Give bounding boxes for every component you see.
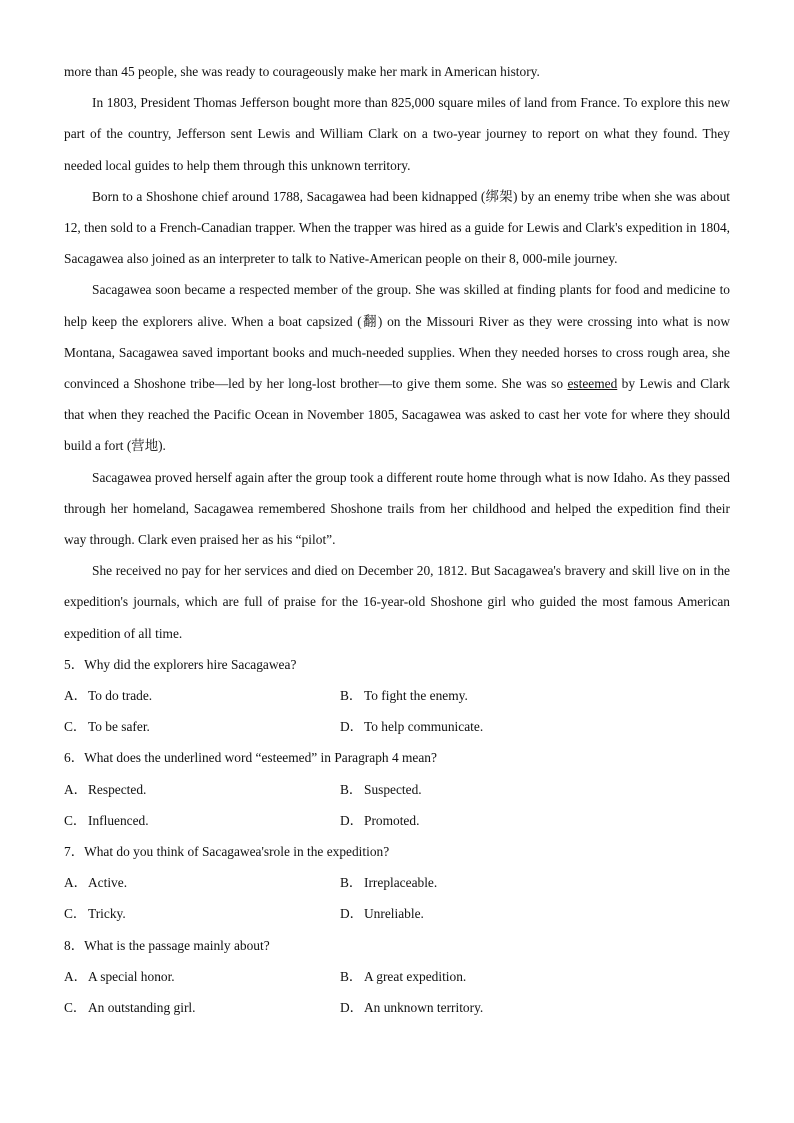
option-text: An unknown territory. [364, 999, 484, 1015]
option-letter: C． [64, 999, 87, 1015]
option-text: Active. [88, 875, 128, 891]
passage-paragraph-4: Sacagawea proved herself again after the group took a different route home through what is now Idaho. As they passed through her homeland, Sacagawea remembered Shoshone trails from her childhood and helped the expedition find their way through. Clark even praised her as his “pilot”. [64, 469, 730, 548]
option-c[interactable] [64, 805, 149, 836]
option-text: To do trade. [88, 688, 153, 704]
option-text: Unreliable. [364, 906, 424, 922]
option-text: Respected. [88, 781, 147, 797]
underlined-word-esteemed: esteemed [567, 376, 618, 392]
option-a[interactable] [64, 774, 146, 805]
question-7 [64, 836, 730, 930]
paragraph-3-text-before: Sacagawea soon became a respected member of the group. She was skilled at finding plants for food and medicine to help keep the explorers alive. When a boat capsized (翻) on the Missouri River as they were crossing into what is now Montana, Sacagawea saved important books and much-needed supplies. When they needed horses to cross rough area, she convinced a Shoshone tribe—led by her long-lost brother—to give them some. She was so [64, 282, 730, 392]
option-letter: D． [340, 812, 364, 828]
option-letter: B． [340, 781, 363, 797]
passage-paragraph-2: Born to a Shoshone chief around 1788, Sacagawea had been kidnapped (绑架) by an enemy tribe when she was about 12, then sold to a French-Canadian trapper. When the trapper was hired as a guide for Lewis and Clark's expedition in 1804, Sacagawea also joined as an interpreter to talk to Native-American people on their 8, 000-mile journey. [64, 188, 730, 267]
option-a[interactable] [64, 867, 127, 898]
option-b[interactable] [340, 961, 466, 992]
option-letter: C． [64, 719, 87, 735]
option-text: An outstanding girl. [88, 999, 196, 1015]
option-row [64, 774, 730, 805]
option-text: Suspected. [364, 781, 422, 797]
option-text: Tricky. [88, 906, 126, 922]
option-letter: C． [64, 812, 87, 828]
option-row [64, 961, 730, 992]
document-page [64, 56, 730, 1023]
option-row [64, 680, 730, 711]
option-b[interactable] [340, 680, 468, 711]
option-d[interactable] [340, 805, 419, 836]
option-letter: D． [340, 719, 364, 735]
passage-paragraph-5: She received no pay for her services and died on December 20, 1812. But Sacagawea's bravery and skill live on in the expedition's journals, which are full of praise for the 16-year-old Shoshone girl who guided the most famous American expedition of all time. [64, 563, 730, 641]
question-stem: 5．Why did the explorers hire Sacagawea? [64, 656, 297, 672]
option-row [64, 805, 730, 836]
option-letter: A． [64, 875, 88, 891]
option-letter: B． [340, 875, 363, 891]
option-letter: A． [64, 968, 88, 984]
option-b[interactable] [340, 867, 437, 898]
option-text: To fight the enemy. [364, 688, 468, 704]
question-6 [64, 742, 730, 836]
option-row [64, 867, 730, 898]
option-text: Promoted. [364, 812, 420, 828]
option-text: To be safer. [88, 719, 150, 735]
paragraph-3-text-after: by Lewis and Clark that when they reached the Pacific Ocean in November 1805, Sacagawea was asked to cast her vote for where they should build a fort (营地). [64, 376, 730, 454]
question-stem: 6．What does the underlined word “esteemed” in Paragraph 4 mean? [64, 750, 437, 766]
option-letter: A． [64, 781, 88, 797]
option-row [64, 711, 730, 742]
option-text: A great expedition. [364, 968, 467, 984]
passage-paragraph-continued: more than 45 people, she was ready to courageously make her mark in American history. [64, 64, 540, 79]
option-letter: D． [340, 999, 364, 1015]
option-text: Influenced. [88, 812, 149, 828]
option-c[interactable] [64, 711, 150, 742]
option-letter: A． [64, 688, 88, 704]
question-5 [64, 649, 730, 743]
option-letter: C． [64, 906, 87, 922]
option-d[interactable] [340, 992, 483, 1023]
option-letter: B． [340, 688, 363, 704]
option-a[interactable] [64, 961, 175, 992]
option-d[interactable] [340, 711, 483, 742]
option-b[interactable] [340, 774, 422, 805]
option-row [64, 992, 730, 1023]
passage-paragraph-3 [64, 274, 730, 461]
option-letter: D． [340, 906, 364, 922]
question-stem: 8．What is the passage mainly about? [64, 937, 270, 953]
option-a[interactable] [64, 680, 152, 711]
option-text: Irreplaceable. [364, 875, 438, 891]
option-text: A special honor. [88, 968, 175, 984]
option-letter: B． [340, 968, 363, 984]
option-row [64, 898, 730, 929]
option-d[interactable] [340, 898, 424, 929]
question-8 [64, 930, 730, 1024]
passage-paragraph-1: In 1803, President Thomas Jefferson bought more than 825,000 square miles of land from France. To explore this new part of the country, Jefferson sent Lewis and William Clark on a two-year journey to report on what they found. They needed local guides to help them through this unknown territory. [64, 95, 730, 173]
question-stem: 7．What do you think of Sacagawea'srole in the expedition? [64, 843, 390, 859]
option-c[interactable] [64, 992, 196, 1023]
option-text: To help communicate. [364, 719, 484, 735]
option-c[interactable] [64, 898, 126, 929]
